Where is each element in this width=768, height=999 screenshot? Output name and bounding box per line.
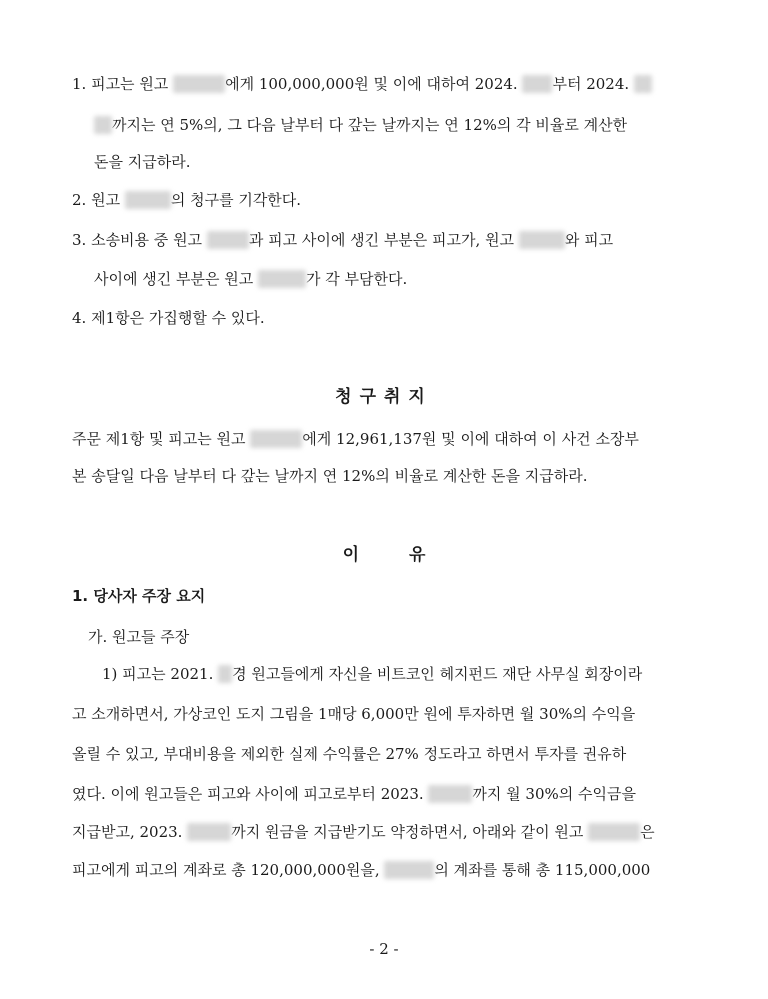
order-item-1-line-2: 까지는 연 5%의, 그 다음 날부터 다 갚는 날까지는 연 12%의 각 비율로 계산한: [94, 115, 627, 135]
redacted-name: [173, 75, 225, 93]
para1-line-3: 올릴 수 있고, 부대비용을 제외한 실제 수익률은 27% 정도라고 하면서 투자를 권유하: [72, 745, 627, 763]
order-item-1-line-3: 돈을 지급하라.: [94, 153, 191, 171]
order-item-4: 4. 제1항은 가집행할 수 있다.: [72, 309, 265, 327]
para1-line-2: 고 소개하면서, 가상코인 도지 그림을 1매당 6,000만 원에 투자하면 월 30%의 수익을: [72, 705, 636, 723]
claim-line-2: 본 송달일 다음 날부터 다 갚는 날까지 연 12%의 비율로 계산한 돈을 지급하라.: [72, 467, 588, 485]
reason-heading: 이 유: [342, 545, 426, 565]
redacted-name: [250, 430, 302, 448]
redacted-name: [588, 823, 640, 841]
order-item-3-line-1: 3. 소송비용 중 원고 과 피고 사이에 생긴 부분은 피고가, 원고 와 피고: [72, 231, 614, 249]
section-1-subtitle: 가. 원고들 주장: [88, 628, 190, 646]
redacted-name: [384, 861, 434, 879]
redacted-date: [218, 665, 232, 683]
order-item-1-line-1: 1. 피고는 원고 에게 100,000,000원 및 이에 대하여 2024. 부터 2024.: [72, 74, 652, 94]
section-1-title: 1. 당사자 주장 요지: [72, 587, 206, 605]
redacted-date: [428, 785, 472, 803]
redacted-date: [522, 75, 552, 93]
page-number: - 2 -: [369, 940, 399, 958]
order-item-2: 2. 원고 의 청구를 기각한다.: [72, 191, 302, 209]
para1-line-4: 였다. 이에 원고들은 피고와 사이에 피고로부터 2023. 까지 월 30%의 수익금을: [72, 785, 636, 803]
redacted-name: [207, 231, 249, 249]
redacted-date: [634, 75, 652, 93]
claim-line-1: 주문 제1항 및 피고는 원고 에게 12,961,137원 및 이에 대하여 이 사건 소장부: [72, 430, 639, 448]
claim-heading: 청구취지: [335, 387, 433, 407]
para1-line-6: 피고에게 피고의 계좌로 총 120,000,000원을, 의 계좌를 통해 총 115,000,000: [72, 861, 651, 879]
redacted-name: [125, 191, 171, 209]
para1-line-1: 1) 피고는 2021. 경 원고들에게 자신을 비트코인 헤지펀드 재단 사무실 회장이라: [102, 665, 643, 683]
para1-line-5: 지급받고, 2023. 까지 원금을 지급받기도 약정하면서, 아래와 같이 원고 은: [72, 823, 655, 841]
redacted-date: [187, 823, 231, 841]
redacted-name: [519, 231, 565, 249]
redacted-name: [258, 270, 306, 288]
redacted-date: [94, 116, 112, 134]
order-item-3-line-2: 사이에 생긴 부분은 원고 가 각 부담한다.: [94, 270, 408, 288]
